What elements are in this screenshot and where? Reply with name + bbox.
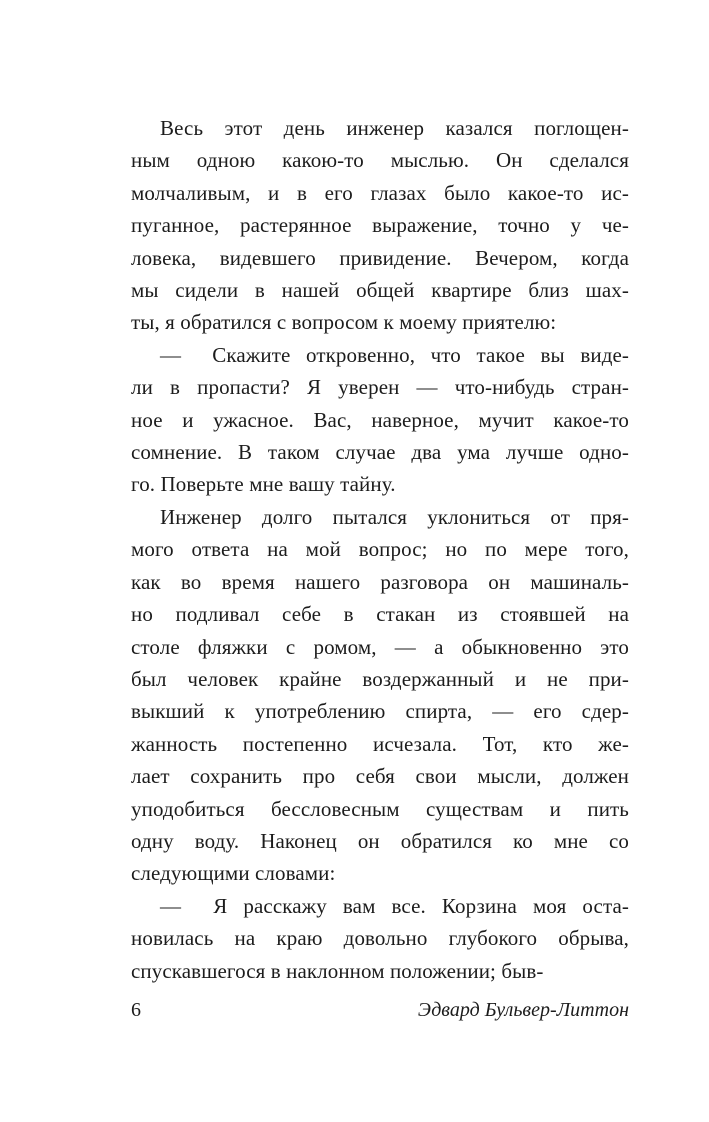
- text-line: — Я расскажу вам все. Корзина моя оста-: [160, 893, 629, 918]
- text-line: ловека, видевшего привидение. Вечером, когда: [131, 245, 629, 270]
- footer-author: Эдвард Бульвер-Литтон: [417, 999, 629, 1021]
- text-line: жанность постепенно исчезала. Тот, кто же-: [131, 731, 629, 756]
- text-line: — Скажите откровенно, что такое вы виде-: [160, 342, 629, 367]
- text-line: ное и ужасное. Вас, наверное, мучит какое-то: [131, 407, 629, 432]
- text-line: столе фляжки с ромом, — а обыкновенно это: [131, 634, 629, 659]
- page-footer: [131, 996, 629, 1024]
- text-line: уподобиться бессловесным существам и пить: [131, 796, 629, 821]
- text-line: молчаливым, и в его глазах было какое-то ис-: [131, 180, 629, 205]
- text-line: мого ответа на мой вопрос; но по мере того,: [131, 537, 629, 562]
- text-line: го. Поверьте мне вашу тайну.: [131, 472, 396, 497]
- text-line: новилась на краю довольно глубокого обрыва,: [131, 926, 629, 951]
- text-line: как во время нашего разговора он машиналь-: [131, 569, 629, 594]
- paragraph: [131, 339, 629, 501]
- paragraph: [131, 112, 629, 339]
- text-line: лает сохранить про себя свои мысли, должен: [131, 764, 629, 789]
- text-line: мы сидели в нашей общей квартире близ шах-: [131, 278, 629, 303]
- text-line: сомнение. В таком случае два ума лучше одно-: [131, 440, 629, 465]
- paragraph: [131, 890, 629, 987]
- text-line: был человек крайне воздержанный и не при-: [131, 666, 629, 691]
- text-line: но подливал себе в стакан из стоявшей на: [131, 602, 629, 627]
- text-line: выкший к употреблению спирта, — его сдер-: [131, 699, 629, 724]
- text-line: Весь этот день инженер казался поглощен-: [160, 116, 629, 140]
- text-line: одну воду. Наконец он обратился ко мне со: [131, 828, 629, 853]
- page-text: [131, 112, 629, 987]
- page-number: 6: [131, 999, 141, 1021]
- text-line: ным одною какою-то мыслью. Он сделался: [131, 148, 629, 173]
- text-line: ли в пропасти? Я уверен — что-нибудь стран-: [131, 375, 629, 400]
- paragraph: [131, 501, 629, 890]
- text-line: спускавшегося в наклонном положении; быв-: [131, 958, 544, 983]
- text-line: пуганное, растерянное выражение, точно у че-: [131, 213, 629, 238]
- text-line: следующими словами:: [131, 861, 336, 886]
- text-line: ты, я обратился с вопросом к моему приятелю:: [131, 310, 557, 335]
- text-line: Инженер долго пытался уклониться от пря-: [160, 504, 629, 529]
